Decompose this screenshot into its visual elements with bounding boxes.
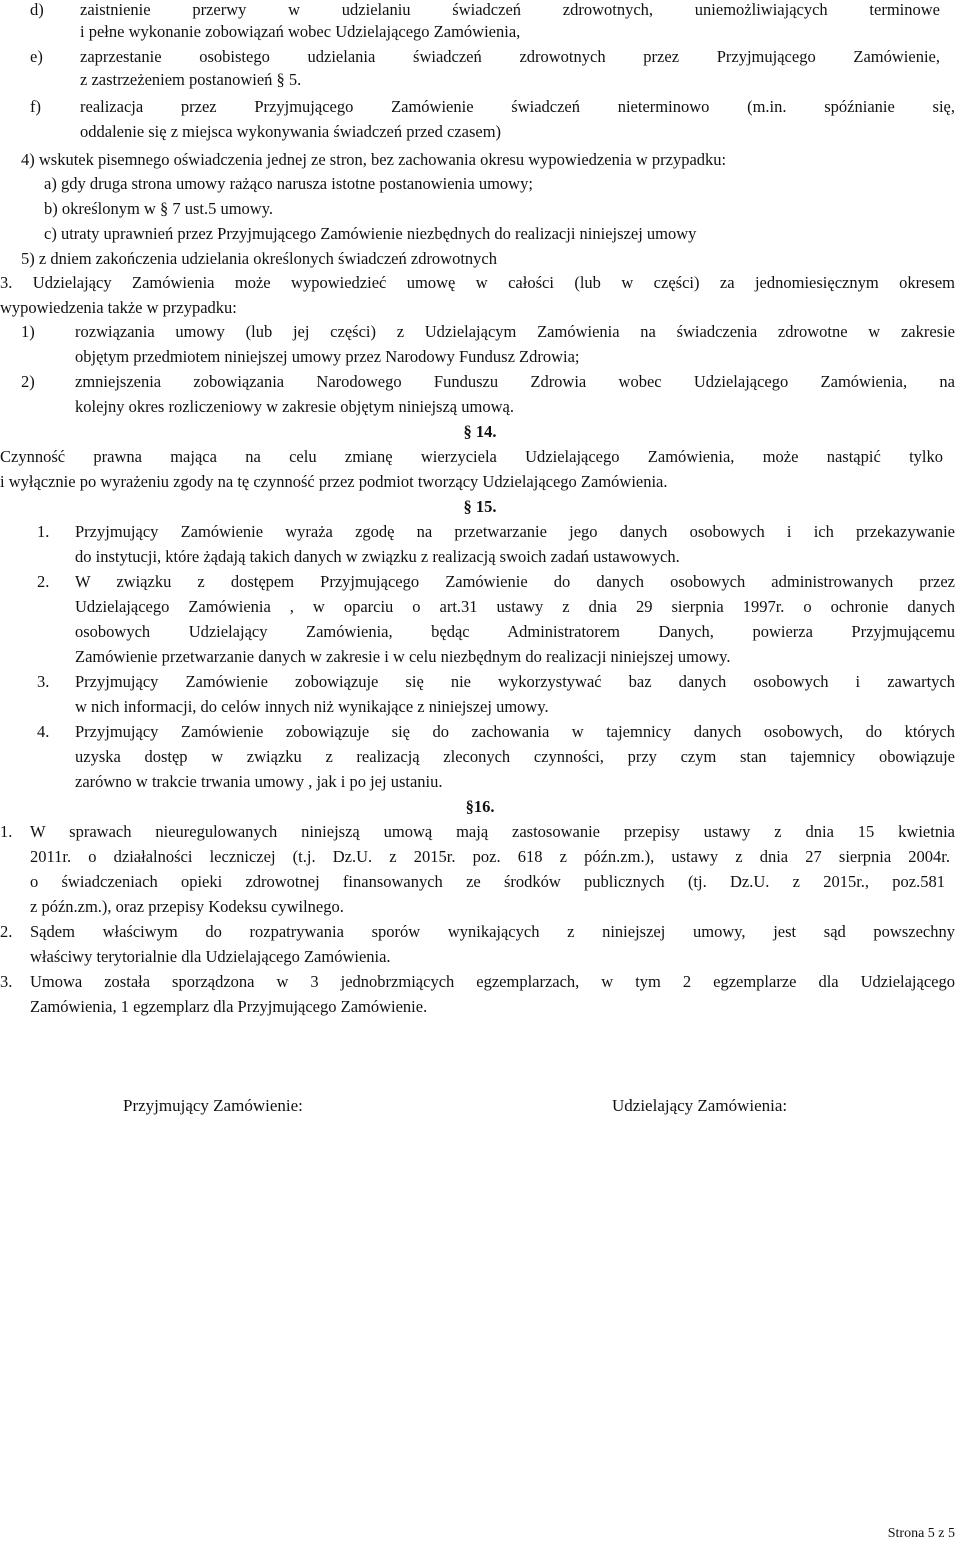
item-line: Przyjmujący Zamówienie wyraża zgodę na przetwarzanie jego danych osobowych i ich przekazywanie	[75, 522, 955, 541]
point-4-a: a) gdy druga strona umowy rażąco narusza istotne postanowienia umowy;	[44, 174, 533, 193]
item-line: oddalenie się z miejsca wykonywania świadczeń przed czasem)	[80, 122, 502, 141]
item-line: zaprzestanie osobistego udzielania świadczeń zdrowotnych przez Przyjmującego Zamówienie,	[80, 47, 940, 66]
signature-right-label: Udzielający Zamówienia:	[612, 1096, 788, 1115]
item-line: do instytucji, które żądają takich danych w związku z realizacją swoich zadań ustawowych.	[75, 547, 680, 566]
item-marker: d)	[30, 0, 44, 19]
item-line: Umowa została sporządzona w 3 jednobrzmiących egzemplarzach, w tym 2 egzemplarze dla Udzielającego	[30, 972, 955, 991]
item-line: zmniejszenia zobowiązania Narodowego Funduszu Zdrowia wobec Udzielającego Zamówienia, na	[75, 372, 955, 391]
item-marker: 3.	[37, 672, 50, 691]
item-marker: 1.	[37, 522, 50, 541]
item-line: właściwy terytorialnie dla Udzielającego Zamówienia.	[30, 947, 391, 966]
section-14-text: Czynność prawna mająca na celu zmianę wierzyciela Udzielającego Zamówienia, może nastąpić tylko	[0, 447, 943, 466]
item-line: 2011r. o działalności leczniczej (t.j. Dz.U. z 2015r. poz. 618 z późn.zm.), ustawy z dnia 27 sierpnia 2004r.	[30, 847, 950, 866]
item-marker: 2)	[21, 372, 35, 391]
item-marker: f)	[30, 97, 41, 116]
item-line: Zamówienia, 1 egzemplarz dla Przyjmującego Zamówienie.	[30, 997, 428, 1016]
item-line: z późn.zm.), oraz przepisy Kodeksu cywilnego.	[30, 897, 344, 916]
item-line: Zamówienie przetwarzanie danych w zakresie i w celu niezbędnym do realizacji niniejszej umowy.	[75, 647, 731, 666]
point-5: 5) z dniem zakończenia udzielania określonych świadczeń zdrowotnych	[21, 249, 498, 268]
item-line: W sprawach nieuregulowanych niniejszą umową mają zastosowanie przepisy ustawy z dnia 15 kwietnia	[30, 822, 955, 841]
item-marker: 1.	[0, 822, 13, 841]
item-line: osobowych Udzielający Zamówienia, będąc Administratorem Danych, powierza Przyjmującemu	[75, 622, 955, 641]
item-line: w nich informacji, do celów innych niż wynikające z niniejszej umowy.	[75, 697, 549, 716]
item-line: i pełne wykonanie zobowiązań wobec Udzielającego Zamówienia,	[80, 22, 521, 41]
item-line: kolejny okres rozliczeniowy w zakresie objętym niniejszą umową.	[75, 397, 514, 416]
item-line: Przyjmujący Zamówienie zobowiązuje się do zachowania w tajemnicy danych osobowych, do których	[75, 722, 955, 741]
item-line: z zastrzeżeniem postanowień § 5.	[80, 70, 302, 89]
point-4-b: b) określonym w § 7 ust.5 umowy.	[44, 199, 274, 218]
item-line: W związku z dostępem Przyjmującego Zamówienie do danych osobowych administrowanych przez	[75, 572, 955, 591]
item-line: objętym przedmiotem niniejszej umowy przez Narodowy Fundusz Zdrowia;	[75, 347, 580, 366]
paragraph-3-cont: wypowiedzenia także w przypadku:	[0, 298, 237, 317]
item-line: zaistnienie przerwy w udzielaniu świadczeń zdrowotnych, uniemożliwiających terminowe	[80, 0, 940, 19]
section-15-heading: § 15.	[463, 497, 497, 516]
section-16-heading: §16.	[465, 797, 495, 816]
item-line: rozwiązania umowy (lub jej części) z Udzielającym Zamówienia na świadczenia zdrowotne w zakresie	[75, 322, 955, 341]
section-14-text: i wyłącznie po wyrażeniu zgody na tę czynność przez podmiot tworzący Udzielającego Zamówienia.	[0, 472, 668, 491]
item-marker: 2.	[0, 922, 13, 941]
item-line: o świadczeniach opieki zdrowotnej finansowanych ze środków publicznych (tj. Dz.U. z 2015r., poz.581	[30, 872, 945, 891]
item-line: zarówno w trakcie trwania umowy , jak i po jej ustaniu.	[75, 772, 443, 791]
point-4: 4) wskutek pisemnego oświadczenia jednej ze stron, bez zachowania okresu wypowiedzenia w przypadku:	[21, 150, 727, 169]
item-marker: 1)	[21, 322, 35, 341]
item-line: Przyjmujący Zamówienie zobowiązuje się nie wykorzystywać baz danych osobowych i zawartych	[75, 672, 955, 691]
point-4-c: c) utraty uprawnień przez Przyjmującego Zamówienie niezbędnych do realizacji niniejszej umowy	[44, 224, 697, 243]
item-marker: 3.	[0, 972, 13, 991]
item-marker: 2.	[37, 572, 50, 591]
signature-left-label: Przyjmujący Zamówienie:	[123, 1096, 303, 1115]
item-line: Sądem właściwym do rozpatrywania sporów wynikających z niniejszej umowy, jest sąd powszechny	[30, 922, 955, 941]
item-line: Udzielającego Zamówienia , w oparciu o art.31 ustawy z dnia 29 sierpnia 1997r. o ochronie danych	[75, 597, 955, 616]
section-14-heading: § 14.	[463, 422, 497, 441]
page-number: Strona 5 z 5	[887, 1526, 955, 1541]
item-marker: e)	[30, 47, 43, 66]
item-line: realizacja przez Przyjmującego Zamówienie świadczeń nieterminowo (m.in. spóźnianie się,	[80, 97, 955, 116]
paragraph-3: 3. Udzielający Zamówienia może wypowiedzieć umowę w całości (lub w części) za jednomiesięcznym okresem	[0, 273, 955, 292]
item-line: uzyska dostęp w związku z realizacją zleconych czynności, przy czym stan tajemnicy obowiązuje	[75, 747, 955, 766]
item-marker: 4.	[37, 722, 50, 741]
